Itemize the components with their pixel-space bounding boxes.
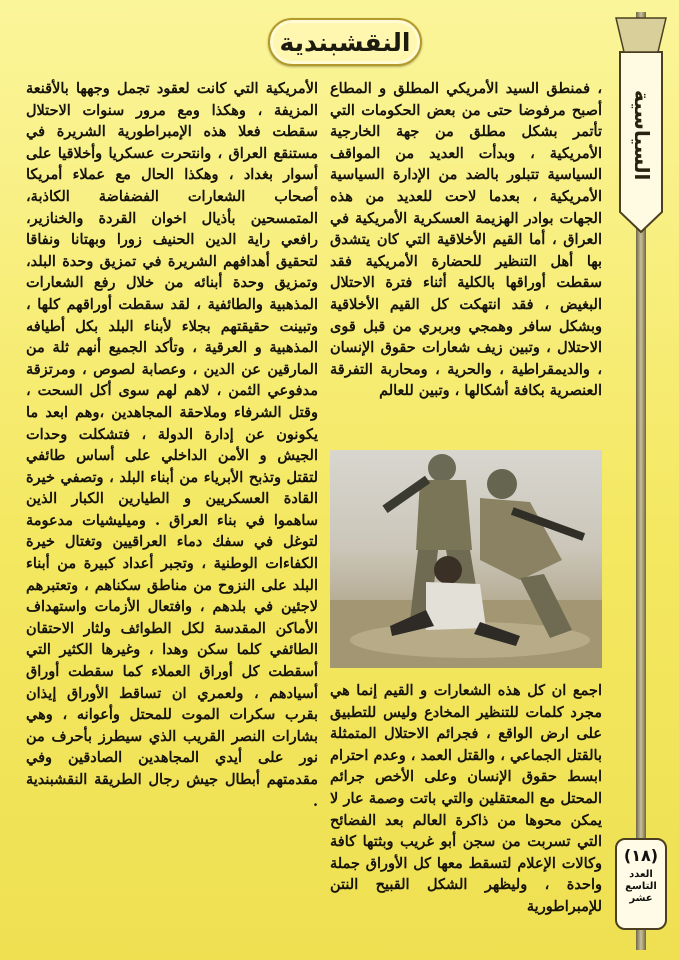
paragraph: ، فمنطق السيد الأمريكي المطلق و المطاع أصبح مرفوضا حتى من بعض الحكومات التي تأتمر بشكل مطلق من جهة الخارجية الأمريكية ، وبدأت العديد من المواقف السياسية تتبلور بالضد من الإدارة السياسية الأمريكية ، بعدما لاحت للعديد من هذه الجهات بوادر الهزيمة العسكرية الأمريكية في العراق ، أما القيم الأخلاقية التي كان يتشدق بها أهل التنظير للحضارة الأمريكية فقد سقطت أوراقها بالكلية أثناء فترة الاحتلال البغيض ، فقد انتهكت كل القيم الأخلاقية وبشكل سافر وهمجي وبربري من قبل قوى الاحتلال ، وتبين زيف شعارات حقوق الإنسان ، والديمقراطية ، والحرية ، ومحاربة التفرقة العنصرية بكافة أشكالها ، وتبين للعالم (330, 80, 602, 400)
page-title: النقشبندية (268, 18, 422, 66)
article-column-left (26, 78, 318, 908)
paragraph: الأمريكية التي كانت لعقود تجمل وجهها بالأقنعة المزيفة ، وهكذا ومع مرور سنوات الاحتلال سقطت فعلا هذه الإمبراطورية الشريرة في مستنقع العراق ، وانتحرت عسكريا وأخلاقيا على أسوار بغداد ، وهكذا الحال مع عملاء أمريكا أصحاب الشعارات الفضفاضة الكاذبة، المتمسحين بأذيال اخوان القردة والخنازير، رافعي راية الدين الحنيف زورا وبهتانا ونفاقا لتحقيق أهدافهم الشريرة في تمزيق وحدة البلد، وتمزيق وحدة أبنائه من خلال رفع الشعارات المذهبية والطائفية ، لقد سقطت أوراقهم كلها ، وتبينت حقيقتهم بجلاء لأبناء البلد بكل أطيافه المذهبية و العرقية ، وتأكد الجميع أنهم ثلة من المارقين عن الدين ، وعصابة لصوص ، ومرتزقة مدفوعي الثمن ، لاهم لهم سوى أكل السحت ، وقتل الشرفاء وملاحقة المجاهدين ،وهم ابعد ما يكونون عن إدارة الدولة ، فتشكلت وحدات الجيش و الأمن الداخلي على أساس طائفي لتقتل وتذبح الأبرياء من أبناء البلد ، وتصفي خيرة القادة العسكريين و الطيارين الكبار الذين ساهموا في بناء العراق . وميليشيات مدعومة لتوغل في سفك دماء العراقيين وتغتال خيرة الكفاءات الوطنية ، وتجبر أعداد كبيرة من أبناء البلد على النزوح من مناطق سكناهم ، وتعتبرهم لاجئين في بلدهم ، وافتعال الأزمات واستهداف الأماكن المقدسة لكل الطوائف ولثار الاحتقان الطائفي كلما سكن وهدا ، وغيرها الكثير التي أسقطت كل أوراق العملاء كما سقطت أوراق أسيادهم ، ولعمري ان تساقط الأوراق إيذان بقرب سكرات الموت للمحتل وأعوانه ، وهي بشارات النصر القريب الذي سيطرز بأحرف من نور على أيدي المجاهدين الصادقين وفي مقدمتهم أبطال جيش رجال الطريقة النقشبندية . (26, 80, 318, 810)
paragraph: اجمع ان كل هذه الشعارات و القيم إنما هي مجرد كلمات للتنظير المخادع وليس للتطبيق على ارض الواقع ، فجرائم الاحتلال المتمثلة بالقتل الجماعي ، والقتل العمد ، وعدم احترام ابسط حقوق الإنسان وعلى الأخص جرائم المحتل مع المعتقلين والتي باتت وصمة عار لا يمكن محوها من ذاكرة العالم بعد الفضائح التي تسربت من سجن أبو غريب وبثتها كافة وكالات الإعلام لتسقط معها كل الأوراق جملة واحدة ، وليظهر الشكل القبيح النتن للإمبراطورية (330, 682, 602, 915)
article-column-right-top (330, 78, 602, 478)
issue-badge (615, 838, 667, 930)
article-column-right-bottom (330, 680, 602, 920)
issue-label: العدد التاسع عشر (625, 869, 657, 904)
news-photo (330, 450, 602, 668)
section-label: السياسية (630, 89, 654, 181)
page-number: (١٨) (623, 846, 659, 865)
